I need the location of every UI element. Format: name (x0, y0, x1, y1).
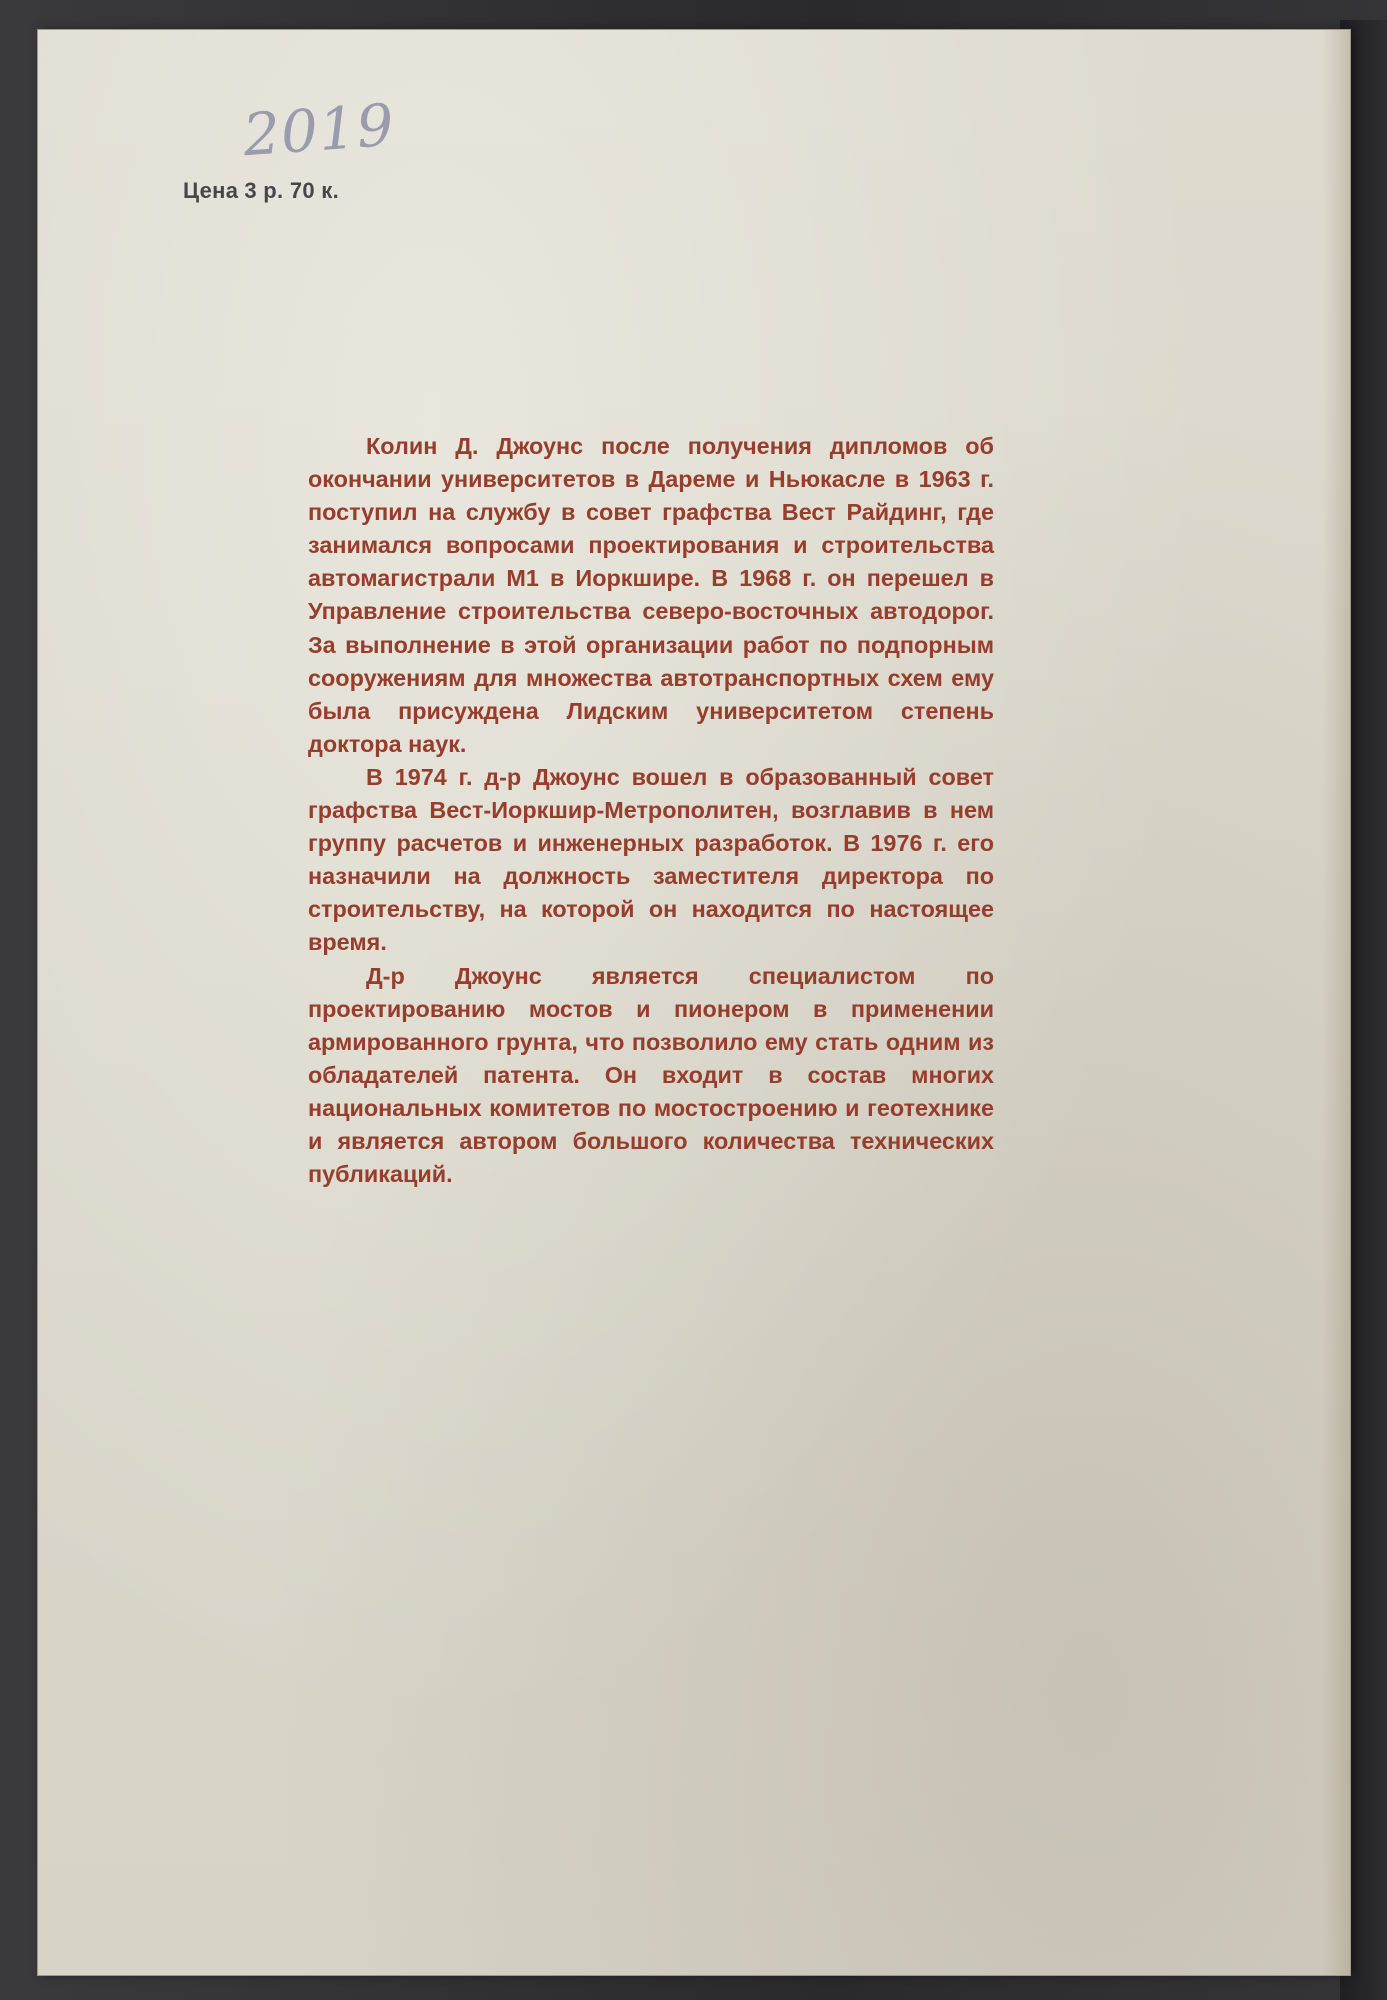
author-biography (308, 430, 994, 1191)
bio-paragraph-3: Д-р Джоунс является специалистом по проектированию мостов и пионером в применении армированного грунта, что позволило ему стать одним из обладателей патента. Он входит в состав многих национальных комитетов по мостостроению и геотехнике и является автором большого количества технических публикаций. (308, 962, 994, 1188)
cover-edge-shading (1322, 30, 1350, 1975)
price-value: 3 р. 70 к. (244, 178, 340, 203)
price-stamp (183, 178, 339, 204)
book-back-cover (38, 30, 1350, 1975)
bio-paragraph-2: В 1974 г. д-р Джоунс вошел в образованный совет графства Вест-Иоркшир-Метрополитен, возглавив в нем группу расчетов и инженерных разработок. В 1976 г. его назначили на должность заместителя директора по строительству, на которой он находится по настоящее время. (308, 763, 994, 956)
handwritten-note: 2019 (240, 90, 397, 170)
price-label: Цена (183, 178, 239, 203)
bio-paragraph-1: Колин Д. Джоунс после получения дипломов об окончании университетов в Дареме и Ньюкасле в 1963 г. поступил на службу в совет графства Вест Райдинг, где занимался вопросами проектирования и строительства автомагистрали М1 в Иоркшире. В 1968 г. он перешел в Управление строительства северо-восточных автодорог. За выполнение в этой организации работ по подпорным сооружениям для множества автотранспортных схем ему была присуждена Лидским университетом степень доктора наук. (308, 433, 994, 757)
